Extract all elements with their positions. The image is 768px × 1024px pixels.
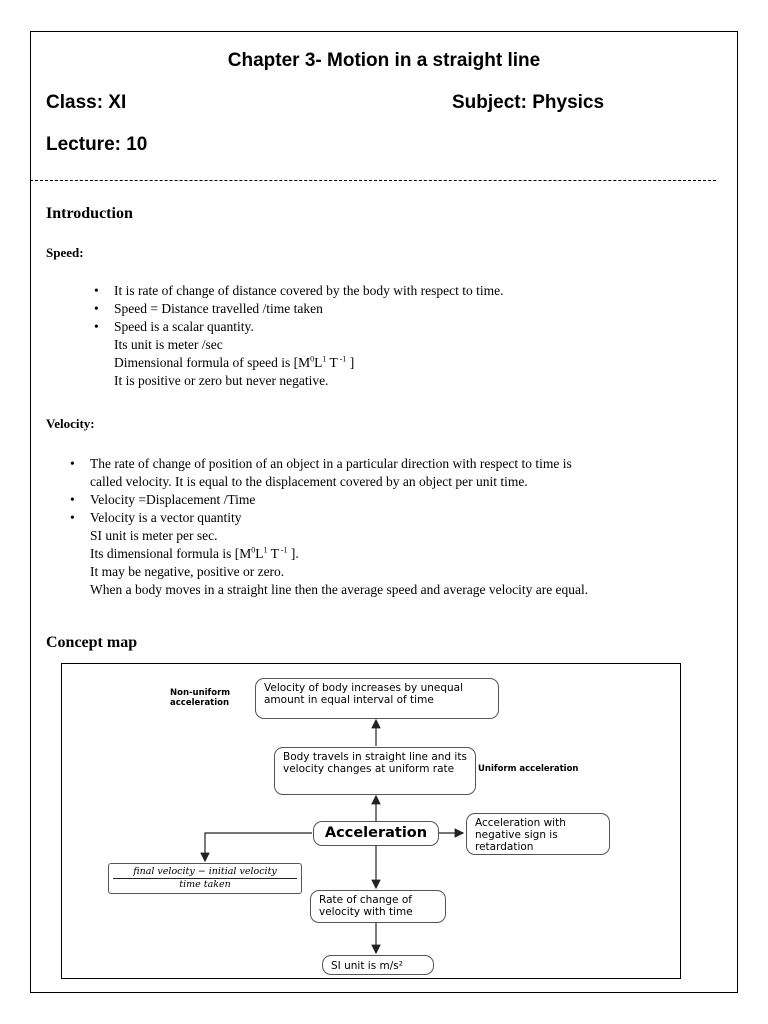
acceleration-box: Acceleration xyxy=(313,821,439,846)
dim-m-exponent: 0 xyxy=(310,354,315,364)
velocity-bullet-text: The rate of change of position of an object in a particular direction with respect to time is xyxy=(90,456,572,471)
velocity-straight-line-text: When a body moves in a straight line then the average speed and average velocity are equal. xyxy=(90,582,589,597)
non-uniform-acceleration-label: Non-uniform acceleration xyxy=(170,688,231,708)
velocity-bullet-text: Velocity =Displacement /Time xyxy=(90,492,256,507)
dim-t-exponent: -1 xyxy=(278,545,288,555)
concept-map-diagram xyxy=(61,663,681,979)
dim-prefix: Its dimensional formula is [M xyxy=(90,546,252,561)
velocity-bullet-text-cont: called velocity. It is equal to the displacement covered by an object per unit time. xyxy=(90,474,528,489)
concept-map-heading: Concept map xyxy=(46,634,138,651)
bullet-icon: • xyxy=(70,456,75,471)
list-item xyxy=(92,318,712,390)
speed-bullet-text: It is rate of change of distance covered by the body with respect to time. xyxy=(114,283,504,298)
si-unit-box: SI unit is m/s² xyxy=(322,955,434,975)
uniform-acceleration-label: Uniform acceleration xyxy=(478,764,579,774)
dim-t: T xyxy=(326,355,338,370)
velocity-si-text: SI unit is meter per sec. xyxy=(90,528,218,543)
formula-denominator: time taken xyxy=(179,879,231,890)
velocity-list xyxy=(68,455,718,599)
retardation-box: Acceleration with negative sign is retardation xyxy=(466,813,610,855)
dashed-divider xyxy=(30,180,716,181)
formula-box xyxy=(108,863,302,894)
dim-prefix: Dimensional formula of speed is [M xyxy=(114,355,311,370)
bullet-icon: • xyxy=(70,492,75,507)
list-item xyxy=(68,509,718,599)
class-label: Class: XI xyxy=(46,92,127,113)
list-item xyxy=(68,455,718,491)
bullet-icon: • xyxy=(94,283,99,298)
velocity-dimension-text xyxy=(90,545,718,563)
dim-l: L xyxy=(255,546,264,561)
dim-l-exponent: 1 xyxy=(263,545,268,555)
speed-bullet-text: Speed is a scalar quantity. xyxy=(114,319,254,334)
list-item xyxy=(68,491,718,509)
chapter-title: Chapter 3- Motion in a straight line xyxy=(227,50,541,71)
lecture-label: Lecture: 10 xyxy=(46,134,148,155)
formula-numerator: final velocity − initial velocity xyxy=(113,866,297,879)
speed-list xyxy=(92,282,712,390)
dim-l-exponent: 1 xyxy=(322,354,327,364)
speed-unit-text: Its unit is meter /sec xyxy=(114,337,223,352)
dim-suffix: ] xyxy=(346,355,355,370)
velocity-sign-text: It may be negative, positive or zero. xyxy=(90,564,285,579)
dim-m-exponent: 0 xyxy=(251,545,256,555)
dim-t: T xyxy=(267,546,279,561)
velocity-heading: Velocity: xyxy=(46,416,95,431)
speed-heading: Speed: xyxy=(46,245,84,260)
bullet-icon: • xyxy=(94,301,99,316)
dim-t-exponent: -1 xyxy=(337,354,347,364)
speed-bullet-text: Speed = Distance travelled /time taken xyxy=(114,301,323,316)
list-item xyxy=(92,282,712,300)
bullet-icon: • xyxy=(70,510,75,525)
dim-l: L xyxy=(314,355,323,370)
rate-box: Rate of change of velocity with time xyxy=(310,890,446,923)
uniform-box: Body travels in straight line and its velocity changes at uniform rate xyxy=(274,747,476,795)
non-uniform-box: Velocity of body increases by unequal amount in equal interval of time xyxy=(255,678,499,719)
introduction-heading: Introduction xyxy=(46,205,133,222)
speed-dimension-text xyxy=(114,354,712,372)
arrow-to-formula xyxy=(205,833,312,861)
speed-sign-text: It is positive or zero but never negative. xyxy=(114,373,329,388)
velocity-bullet-text: Velocity is a vector quantity xyxy=(90,510,242,525)
dim-suffix: ]. xyxy=(287,546,299,561)
bullet-icon: • xyxy=(94,319,99,334)
list-item xyxy=(92,300,712,318)
subject-label: Subject: Physics xyxy=(452,92,605,113)
